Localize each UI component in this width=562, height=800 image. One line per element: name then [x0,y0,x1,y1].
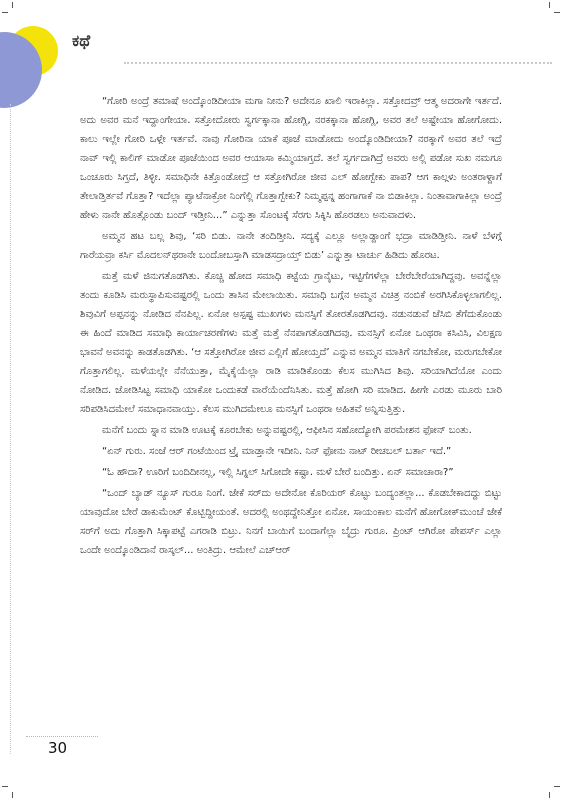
left-dotted-rule [10,104,11,754]
story-paragraph: “ಗೋರಿ ಅಂದ್ರೆ ತಮಾಷೆ ಅಂದ್ಕೊಂಡಿದೀಯಾ ಮಗಾ ನೀನು? ಅದೇನೂ ಖಾಲಿ ಇರಾಕಿಲ್ಲಾ. ಸತ್ತೋದವ್ರ್ ಆತ್ಮ ಅದರಾಗೇ ಇರ್ತದೆ. ಅದು ಅವರ ಮನೆ ಇದ್ದಾಂಗೇಯಾ. ಸತ್ತೋದೋರು ಸ್ವರ್ಗಕ್ಕಾನಾ ಹೋಗ್ಲಿ, ನರಕಕ್ಕಾನಾ ಹೋಗ್ಲಿ, ಅವರ ತಲೆ ಅಷ್ಟೇಯಾ ಹೋಗೋದು. ಕಾಲು ಇಲ್ಲೇ ಗೋರಿ ಒಳ್ಗೇ ಇರ್ತವೆ. ನಾವು ಗೋರಿನಾ ಯಾಕೆ ಪೂಜೆ ಮಾಡೋದು ಅಂದ್ಕೊಂಡಿದೀಯಾ? ನರಕ್ಕಾಗೆ ಅವರ ತಲೆ ಇದ್ರೆ ನಾವ್ ಇಲ್ಲಿ ಕಾಲಿಗ್ ಮಾಡೋ ಪೂಜೆಯಿಂದ ಅವರ ಆಯಾಸಾ ಕಮ್ಮಿಯಾಗ್ತದೆ. ತಲೆ ಸ್ವರ್ಗದಾಗಿದ್ರೆ ಅವರು ಅಲ್ಲಿ ಪಡೋ ಸುಖ ನಮಗೂ ಒಂಚೂರು ಸಿಗ್ತದೆ, ತಿಳ್ಳೀ. ಸಮಾಧಿನೇ ಕಿತ್ತೊಂಡೋದ್ರೆ ಆ ಸತ್ತೋಗಿರೋ ಜೀವ ಎಲ್ ಹೋಗ್ಬೇಕು ಪಾಪ? ಆಗ ಕಾಲ್ಗಳು ಅಂತರಾಳ್ದಾಗೆ ತೇಲಾಡ್ತಿರ್ತವೆ ಗೊತ್ತಾ? ಇದೆಲ್ಲಾ ಪ್ಯಾಟೆನಾಕ್ರೋ ನಿಂಗೆಲ್ಲಿ ಗೊತ್ತಾಗ್ಬೇಕು? ನಿಮ್ಮಪ್ಪನ್ನ ಹಂಗಾಗಾಕೆ ನಾ ಬಿಡಾಕಿಲ್ಲಾ. ನಿಂತಾವಾಗಾಕಿಲ್ಲಾ ಅಂದ್ರೆ ಹೇಳು ನಾನೇ ಹೊತ್ಗೊಂಡು ಬಂದ್ ಇಡ್ತೀನಿ...” ಎನ್ನುತ್ತಾ ಸೊಂಟಕ್ಕೆ ಸೆರಗು ಸಿಕ್ಕಿಸಿ ಹೊರಡಲು ಅನುವಾದಳು. [80,96,502,221]
story-paragraph: ಅಮ್ಮನ ಹಟ ಬಲ್ಲ ಶಿವು, ‘ಸರಿ ಬಿಡು. ನಾನೇ ತಂದಿಡ್ತೀನಿ. ಸದ್ಯಕ್ಕೆ ಎಲ್ಲೂ ಅಲ್ಲಾಡ್ದಾಂಗೆ ಭದ್ರಾ ಮಾಡಿಡ್ತೀನಿ. ನಾಳೆ ಬೆಳಗ್ಗೆ ಗಾರೆಯವ್ರಾ ಕರ್ಸಿ ಮೊದಲನ್‌ಥರಾನೇ ಬಂದೋಬಸ್ತಾಗಿ ಮಾಡಸದ್ರಾಯ್ತ್ ಬಿಡು’ ಎನ್ನುತ್ತಾ ಟಾರ್ಚು ಹಿಡಿದು ಹೊರಟ. [80,231,502,261]
footer-dotted-rule [26,736,98,737]
header-dotted-rule [124,62,552,64]
crop-mark [554,786,560,787]
crop-mark [2,12,8,13]
story-paragraph: ಮನೆಗೆ ಬಂದು ಸ್ನಾನ ಮಾಡಿ ಊಟಕ್ಕೆ ಕೂರಬೇಕು ಅನ್ನುವಷ್ಟರಲ್ಲಿ, ಆಫೀಸಿನ ಸಹೋದ್ಯೋಗಿ ಪರಮೇಶನ ಫೋನ್ ಬಂತು. [102,425,472,436]
crop-mark [12,792,13,798]
section-title: ಕಥೆ [72,31,91,50]
story-paragraph: “ಒಂದ್ ಬ್ಯಾಡ್ ನ್ಯೂಸ್ ಗುರೂ ನಿಂಗೆ. ಜೇಕೆ ಸರ್‌ದು ಅದೇನೋ ಕೊರಿಯರ್ ಕೊಟ್ಟು ಬಂದ್ಯಂತಲ್ಲಾ... ಕೊಡಬೇಕಾದದ್ದು ಬಿಟ್ಟು ಯಾವುದೋ ಬೇರೆ ಡಾಕುಮೆಂಟ್ ಕೊಟ್ಬಿದ್ದೀಯಂತೆ. ಅದರಲ್ಲಿ ಅಂಥದ್ದೇನಿತ್ತೋ ಏನೋ. ಸಾಯಂಕಾಲ ಮನೆಗೆ ಹೋಗೋಕ್‌ಮುಂಚೆ ಜೇಕೆ ಸರ್‌ಗೆ ಅದು ಗೊತ್ತಾಗಿ ಸಿಕ್ಕಾಪಟ್ಟೆ ಎಗರಾಡಿ ಬಿಟ್ರು. ನಿನಗೆ ಬಾಯಿಗೆ ಬಂದಾಗೆಲ್ಲಾ ಬೈದ್ರು ಗುರೂ. ಪ್ರಿಂಟ್ ಆಗಿರೋ ಪೇಪರ್ಸ್ ಎಲ್ಲಾ ಒಂದೇ ಅಂದ್ಕೊಂಡಿದಾನೆ ರಾಸ್ಕಲ್... ಅಂತಿದ್ರು. ಆಮೇಲೆ ಎಚ್‌ಆರ್ [80,488,502,556]
crop-mark [549,792,550,798]
crop-mark [12,2,13,8]
story-body [80,92,502,562]
story-paragraph: ಮತ್ತೆ ಮಳೆ ಜಿನುಗತೊಡಗಿತು. ಕೊಚ್ಚಿ ಹೋದ ಸಮಾಧಿ ಕಟ್ಟೆಯ ಗ್ರಾನೈಟು, ಇಟ್ಟಿಗೆಗಳೆಲ್ಲಾ ಬೇರೆಬೇರೆಯಾಗಿದ್ದವು. ಅವನ್ನೆಲ್ಲಾ ತಂದು ಕೂಡಿಸಿ ಮರುಸ್ಥಾಪಿಸುವಷ್ಟರಲ್ಲಿ ಒಂದು ತಾಸಿನ ಮೇಲಾಯಿತು. ಸಮಾಧಿ ಬಗ್ಗೆನ ಅಮ್ಮನ ವಿಚಿತ್ರ ನಂಬಿಕೆ ಅರಗಿಸಿಕೊಳ್ಳಲಾಗಲಿಲ್ಲ. ಶಿವುವಿಗೆ ಅಪ್ಪನನ್ನು ನೋಡಿದ ನೆನಪಿಲ್ಲ. ಏನೋ ಅಸ್ಪಷ್ಟ ಮುಖಗಳು ಮನಸ್ಸಿಗೆ ತೋರತೊಡಗಿದವು. ನಡುನಡುವೆ ಜೆಸಿಬಿ ತೆಗೆದುಕೊಂಡು ಈ ಹಿಂದೆ ಮಾಡಿದ ಸಮಾಧಿ ಕಾರ್ಯಾಚರಣೆಗಳು ಮತ್ತೆ ಮತ್ತೆ ನೆನಪಾಗತೊಡಗಿದವು. ಮನಸ್ಸಿಗೆ ಏನೋ ಒಂಥರಾ ಕಸಿವಿಸಿ, ವಿಲಕ್ಷಣ ಭಾವನೆ ಅವನನ್ನು ಕಾಡತೊಡಗಿತು. ‘ಆ ಸತ್ತೋಗಿರೋ ಜೀವ ಎಲ್ಲಿಗೆ ಹೋಯ್ತದೆ’ ಎನ್ನುವ ಅಮ್ಮನ ಮಾತಿಗೆ ನಗಬೇಕೋ, ಮರುಗಬೇಕೋ ಗೊತ್ತಾಗಲಿಲ್ಲ. ಮಳೆಯಲ್ಲೇ ನೆನೆಯುತ್ತಾ, ಮೈಕೈಯೆಲ್ಲಾ ರಾಡಿ ಮಾಡಿಕೊಂಡು ಕೆಲಸ ಮುಗಿಸಿದ ಶಿವು. ಸರಿಯಾಗಿದೆಯೋ ಎಂದು ನೋಡಿದ. ಜೋಡಿಸಿಟ್ಟ ಸಮಾಧಿ ಯಾಕೋ ಒಂದುಕಡೆ ವಾರೆಯೆಂದೆನಿಸಿತು. ಮತ್ತೆ ಹೋಗಿ ಸರಿ ಮಾಡಿದ. ಹೀಗೇ ಎರಡು ಮೂರು ಬಾರಿ ಸರಿಪಡಿಸಿದಮೇಲೆ ಸಮಾಧಾನವಾಯ್ತು. ಕೆಲಸ ಮುಗಿದಮೇಲೂ ಮನಸ್ಸಿಗೆ ಒಂಥರಾ ಅಹಿತವೆ ಅನ್ನಿಸುತ್ತಿತ್ತು. [80,271,502,415]
page-number: 30 [48,739,68,757]
crop-mark [549,2,550,8]
crop-mark [2,786,8,787]
crop-mark [554,12,560,13]
story-paragraph: “ಓ ಹೌದಾ? ಊರಿಗೆ ಬಂದಿದೀನಲ್ಲ, ಇಲ್ಲಿ ಸಿಗ್ನಲ್ ಸಿಗೋದೇ ಕಷ್ಟಾ. ಮಳೆ ಬೇರೆ ಬಂದಿತ್ತು. ಏನ್ ಸಮಾಚಾರಾ?” [102,467,454,478]
story-paragraph: “ಏನ್ ಗುರು. ಸಂಜೆ ಆರ್ ಗಂಟೆಯಿಂದ ಟ್ರೈ ಮಾಡ್ತಾನೇ ಇದೀನಿ. ನಿನ್ ಫೋನು ನಾಟ್ ರೀಚಬಲ್ ಬರ್ತಾ ಇದೆ.” [102,446,452,457]
